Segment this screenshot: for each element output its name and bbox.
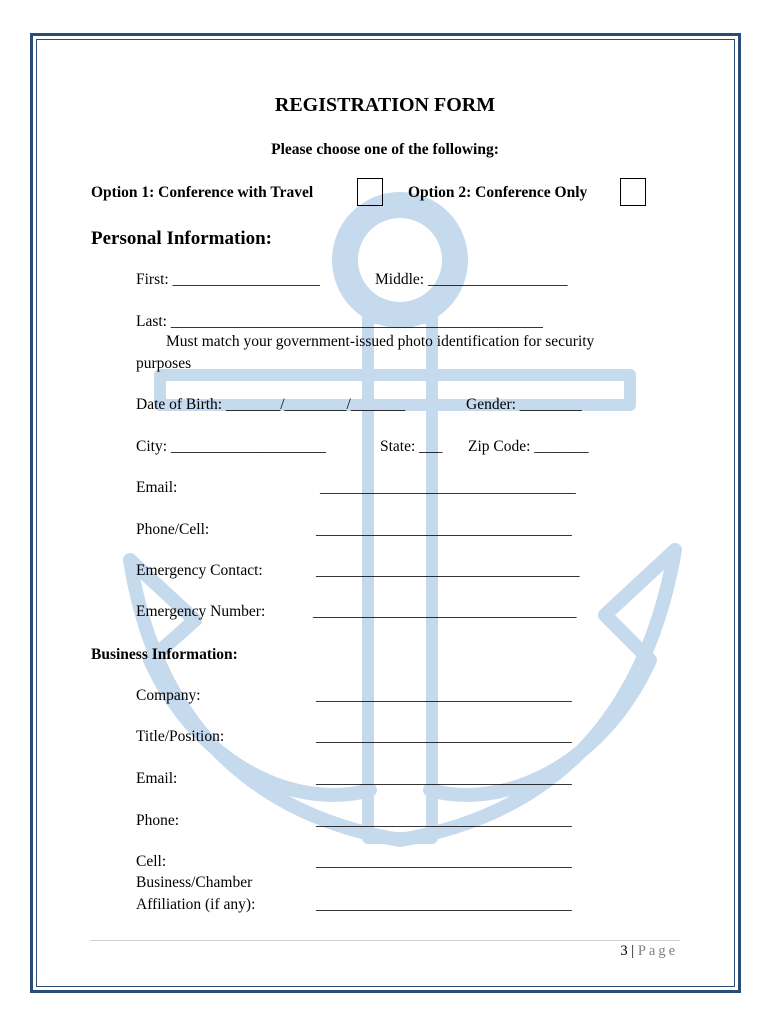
business-info-heading: Business Information:: [91, 646, 238, 663]
last-name-field[interactable]: Last: ________________________________________________: [136, 313, 543, 330]
footer-divider: [90, 940, 680, 941]
emergency-number-field[interactable]: __________________________________: [313, 603, 577, 620]
personal-info-heading: Personal Information:: [91, 228, 273, 249]
city-field[interactable]: City: ____________________: [136, 438, 326, 455]
title-position-label: Title/Position:: [136, 728, 225, 745]
business-phone-field[interactable]: _________________________________: [316, 812, 572, 829]
title-position-field[interactable]: _________________________________: [316, 728, 572, 745]
zip-code-field[interactable]: Zip Code: _______: [468, 438, 589, 455]
phone-cell-field[interactable]: _________________________________: [316, 521, 572, 538]
page-number: 3: [620, 943, 628, 959]
middle-name-field[interactable]: Middle: __________________: [375, 271, 568, 288]
cell-label: Cell:: [136, 853, 167, 870]
emergency-contact-label: Emergency Contact:: [136, 562, 263, 579]
date-of-birth-field[interactable]: Date of Birth: _______/________/_______: [136, 396, 406, 413]
affiliation-field[interactable]: _________________________________: [316, 896, 572, 913]
company-field[interactable]: _________________________________: [316, 687, 572, 704]
personal-email-label: Email:: [136, 479, 178, 496]
business-email-label: Email:: [136, 770, 178, 787]
form-instructions: Please choose one of the following:: [271, 141, 499, 158]
cell-field[interactable]: _________________________________: [316, 853, 572, 870]
first-name-field[interactable]: First: ___________________: [136, 271, 320, 288]
business-email-field[interactable]: _________________________________: [316, 770, 572, 787]
company-label: Company:: [136, 687, 201, 704]
gender-field[interactable]: Gender: ________: [466, 396, 582, 413]
affiliation-label-line-1: Business/Chamber: [136, 874, 253, 891]
affiliation-label-line-2: Affiliation (if any):: [136, 896, 256, 913]
emergency-contact-field[interactable]: __________________________________: [316, 562, 580, 579]
state-field[interactable]: State: ___: [380, 438, 443, 455]
page-word: Page: [637, 943, 678, 959]
option-1-checkbox[interactable]: [357, 178, 383, 206]
name-note-line-2: purposes: [136, 355, 192, 372]
personal-email-field[interactable]: _________________________________: [320, 479, 576, 496]
option-2-checkbox[interactable]: [620, 178, 646, 206]
option-2-label: Option 2: Conference Only: [408, 184, 588, 201]
option-1-label: Option 1: Conference with Travel: [91, 184, 314, 201]
phone-cell-label: Phone/Cell:: [136, 521, 210, 538]
footer-separator: |: [631, 943, 635, 959]
page-footer: [620, 943, 678, 960]
emergency-number-label: Emergency Number:: [136, 603, 266, 620]
page-title: REGISTRATION FORM: [274, 94, 496, 116]
business-phone-label: Phone:: [136, 812, 180, 829]
name-note-line-1: Must match your government-issued photo identification for security: [166, 333, 595, 350]
